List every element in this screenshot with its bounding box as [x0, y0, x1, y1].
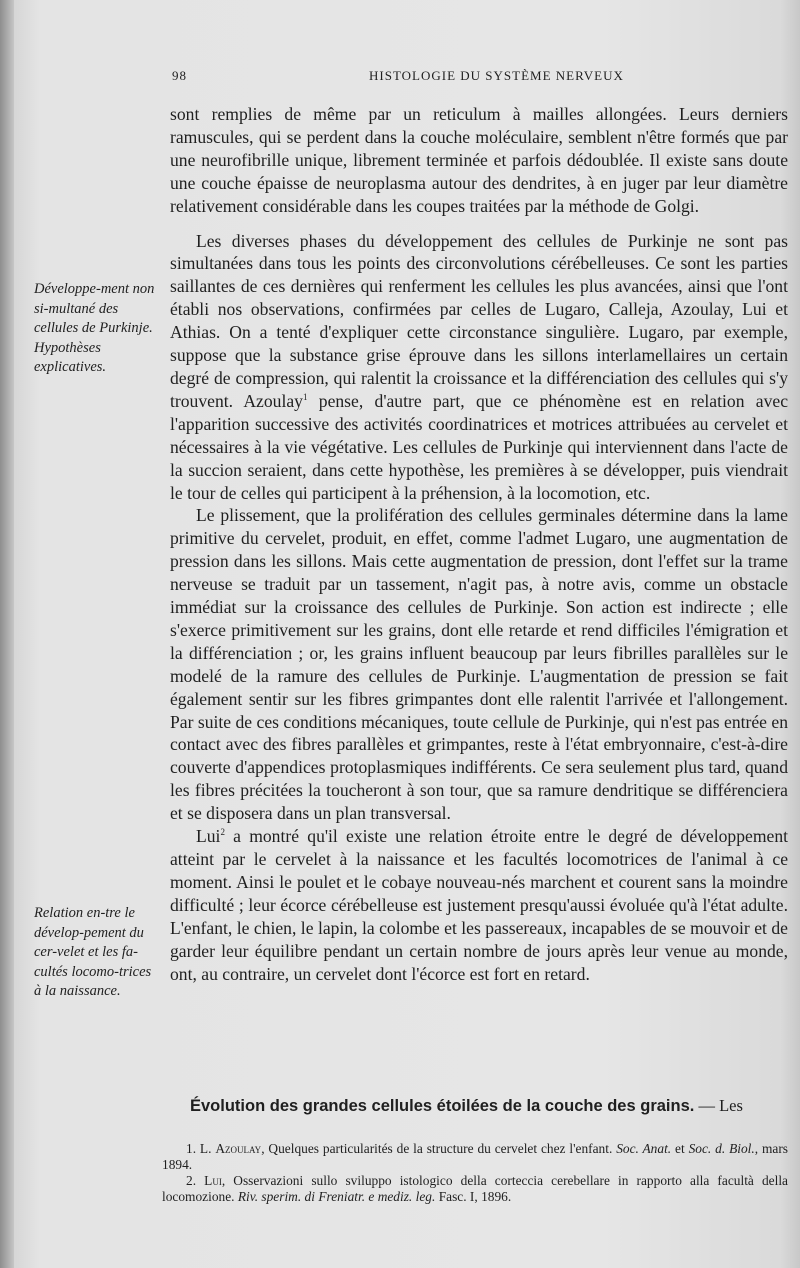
margin-note-locomotion: Relation en-tre le dévelop-pement du cer-velet et les fa-cultés locomo-trices à la naissance.	[34, 905, 152, 999]
paragraph-2-text-b: pense, d'autre part, que ce phénomène est en relation avec l'apparition successive des activités coordinatrices et motrices attribuées au cervelet et nécessaires à la vie végétative. Les cellules de Purkinje qui interviennent dans l'acte de la succion seraient, dans cette hypothèse, les premières à se développer, puis viendrait le tour de celles qui participent à la préhension, à la locomotion, etc.	[170, 390, 789, 503]
page-number: 98	[172, 68, 187, 83]
paragraph-4	[170, 825, 788, 985]
footnote-2-number: 2.	[186, 1173, 205, 1188]
section-title: Évolution des grandes cellules étoilées de la couche des grains.	[190, 1097, 695, 1115]
footnote-2-journal: Riv. sperim. di Freniatr. e mediz. leg.	[237, 1189, 436, 1204]
footnote-1-author: Azoulay	[215, 1141, 262, 1156]
footnote-1-number: 1. L.	[186, 1141, 216, 1156]
margin-note-development: Développe-ment non si-multané des cellules de Purkinje. Hypothèses explicatives.	[34, 281, 155, 375]
body-text	[170, 103, 788, 985]
paragraph-3: Le plissement, que la prolifération des cellules germinales détermine dans la lame primitive du cervelet, produit, en effet, comme l'admet Lugaro, une augmentation de pression dans les sillons. Mais cette augmentation de pression, dont l'effet sur la trame nerveuse se traduit par un tassement, n'agit pas, à notre avis, comme un obstacle immédiat sur la croissance des cellules de Purkinje. Son action est indirecte ; elle s'exerce primitivement sur les grains, dont elle retarde et rend difficiles l'émigration et la différenciation ; or, les grains influent beaucoup par leurs fibrilles parallèles sur le modelé de la ramure des cellules de Purkinje. L'augmentation de pression se fait également sentir sur les fibres grimpantes dont elle ralentit l'arrivée et l'allongement. Par suite de ces conditions mécaniques, toute cellule de Purkinje, qui n'est pas entrée en contact avec des fibres parallèles et grimpantes, reste à l'état embryonnaire, c'est-à-dire couverte d'appendices protoplasmiques indifférents. Ce sera seulement plus tard, quand les fibres précitées la toucheront à son tour, que sa ramure dendritique se différenciera et se disposera dans un plan transversal.	[170, 505, 788, 824]
footnote-1-journal: Soc. Anat.	[616, 1141, 672, 1156]
paragraph-1: sont remplies de même par un reticulum à mailles allongées. Leurs derniers ramuscules, qui se perdent dans la couche moléculaire, semblent n'être formés que par une neurofibrille unique, librement terminée et parfois dédoublée. Il existe sans doute une couche épaisse de neuroplasma autour des dendrites, à en juger par leur diamètre relativement considérable dans les coupes traitées par la méthode de Golgi.	[170, 104, 788, 216]
footnote-ref-1: 1	[302, 392, 308, 403]
footnote-1-journal-2: Soc. d. Biol.	[688, 1141, 755, 1156]
paragraph-2-text-a: Les diverses phases du développement des cellules de Purkinje ne sont pas simultanées dans tous les points des circonvolutions cérébelleuses. Ce sont les parties saillantes de ces dernières qui renferment les cellules les plus avancées, ainsi que l'ont établi nos observations, confirmées par celles de Lugaro, Calleja, Azoulay, Lui et Athias. On a tenté d'expliquer cette circonstance singulière. Lugaro, par exemple, suppose que la substance grise éprouve dans les sillons interlamellaires un certain degré de compression, qui ralentit la croissance et la différenciation des cellules qui s'y trouvent. Azoulay	[170, 230, 788, 411]
section-heading	[190, 1096, 788, 1116]
footnote-2-author: Lui	[204, 1173, 222, 1188]
paragraph-2	[170, 230, 788, 505]
footnote-2-issue: Fasc. I, 1896.	[435, 1189, 512, 1204]
footnotes	[162, 1141, 788, 1205]
running-head: HISTOLOGIE DU SYSTÈME NERVEUX	[369, 68, 624, 83]
paragraph-4-text-b: a montré qu'il existe une relation étroite entre le degré de développement atteint par le cervelet à la naissance et les facultés locomotrices de l'animal à ce moment. Ainsi le poulet et le cobaye nouveau-nés marchent et courent sans la moindre difficulté ; leur écorce cérébelleuse est justement presqu'aussi évoluée qu'à l'état adulte. L'enfant, le chien, le lapin, la colombe et les passereaux, incapables de se mouvoir et de garder leur équilibre pendant un certain nombre de jours après leur venue au monde, ont, au contraire, un cervelet dont l'écorce est fort en retard.	[170, 826, 788, 984]
footnote-1-date: , mars 1894.	[162, 1141, 789, 1172]
footnote-1-title: , Quelques particularités de la structure du cervelet chez l'enfant.	[261, 1141, 617, 1156]
footnote-2-title: , Osservazioni sullo sviluppo istologico della corteccia cerebellare in rapporto alla facultà della locomozione.	[162, 1173, 788, 1204]
footnote-1-et: et	[671, 1141, 689, 1156]
footnote-2	[162, 1173, 788, 1205]
footnote-1	[162, 1141, 788, 1173]
binding-gutter	[0, 0, 14, 1268]
section-continuation: — Les	[694, 1096, 743, 1115]
footnote-ref-2: 2	[220, 827, 225, 838]
paragraph-4-text-a: Lui	[196, 826, 221, 847]
